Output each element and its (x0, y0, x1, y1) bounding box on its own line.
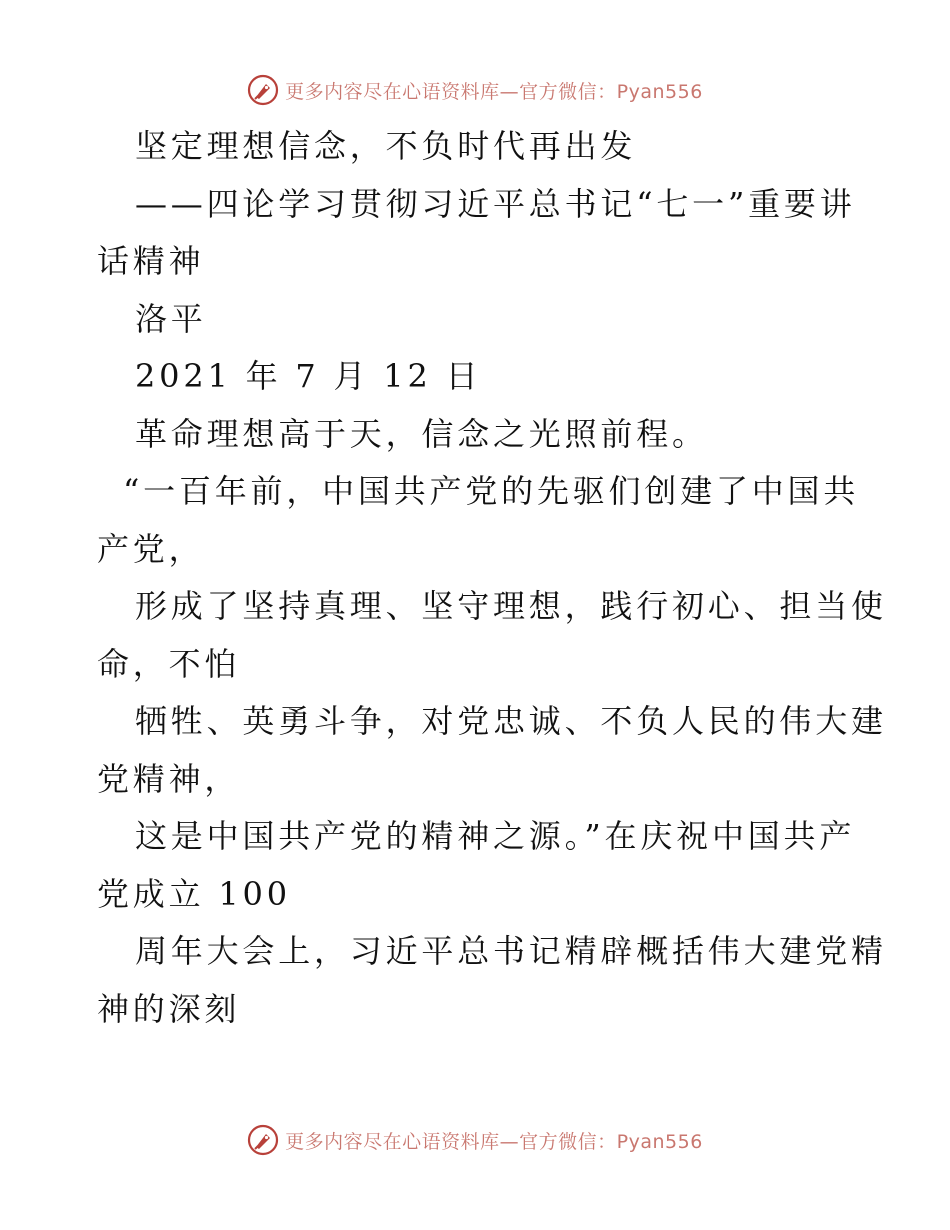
document-title: 坚定理想信念，不负时代再出发 (135, 127, 637, 165)
paragraph-line: 周年大会上，习近平总书记精辟概括伟大建党精 (135, 932, 887, 970)
paragraph-line: 党成立 100 (97, 874, 291, 913)
document-body (97, 118, 887, 1038)
pen-nib-logo-icon (247, 74, 279, 106)
watermark-text: 更多内容尽在心语资料库—官方微信：Pyan556 (285, 80, 703, 103)
paragraph-line: 神的深刻 (97, 989, 241, 1028)
publish-date: 2021 年 7 月 12 日 (135, 357, 482, 395)
paragraph-line: 革命理想高于天，信念之光照前程。 (135, 414, 708, 453)
watermark-text: 更多内容尽在心语资料库—官方微信：Pyan556 (285, 1130, 703, 1153)
paragraph-line: 形成了坚持真理、坚守理想，践行初心、担当使 (135, 587, 887, 625)
paragraph-line: 这是中国共产党的精神之源。”在庆祝中国共产 (135, 817, 856, 855)
paragraph-line: 牺牲、英勇斗争，对党忠诚、不负人民的伟大建 (135, 702, 887, 740)
paragraph-line: 产党， (97, 529, 205, 568)
document-subtitle: ——四论学习贯彻习近平总书记“七一”重要讲 (135, 184, 856, 223)
header-watermark (0, 70, 950, 110)
author-name: 洛平 (135, 299, 207, 338)
paragraph-line: 命，不怕 (97, 644, 241, 683)
paragraph-line: 党精神， (97, 759, 241, 798)
document-subtitle-continued: 话精神 (97, 242, 205, 280)
pen-nib-logo-icon (247, 1124, 279, 1156)
paragraph-line: “一百年前，中国共产党的先驱们创建了中国共 (123, 472, 860, 510)
footer-watermark (0, 1120, 950, 1160)
